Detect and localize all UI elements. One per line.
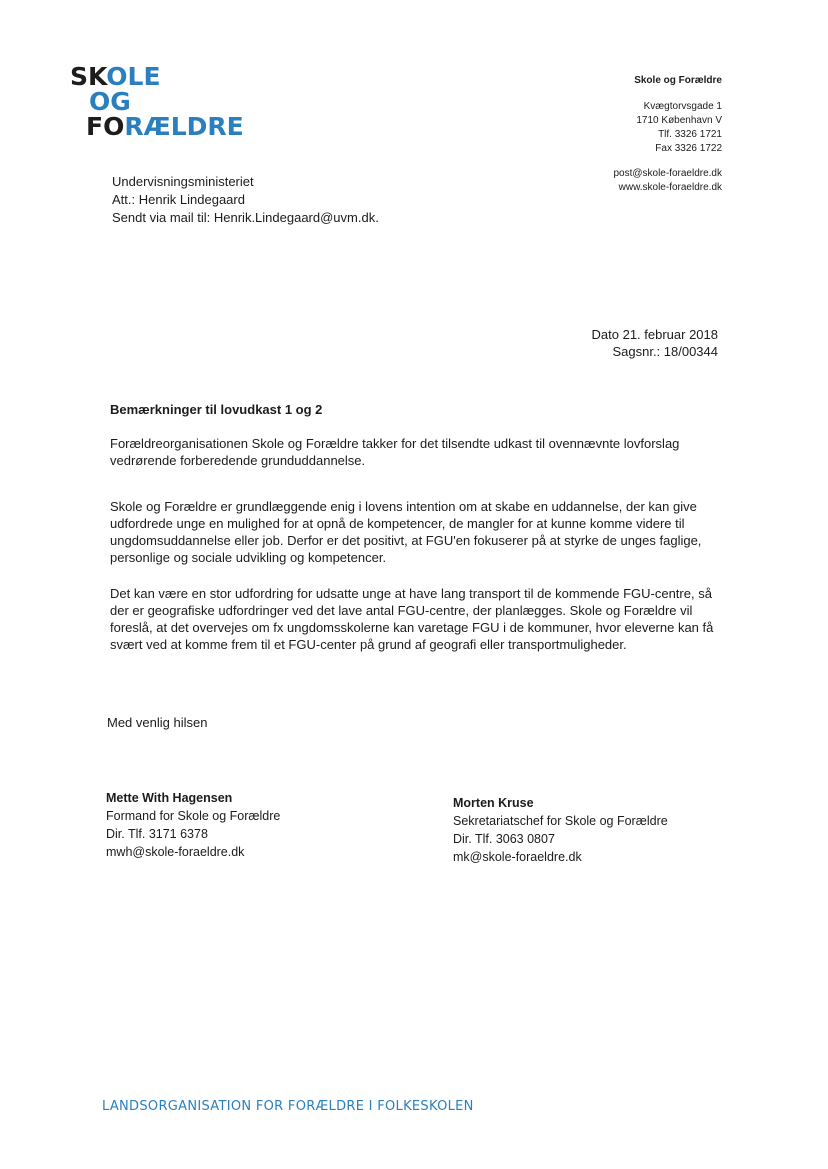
organization-logo: SKOLE OG FORÆLDRE [70, 62, 244, 141]
signatory-phone: Dir. Tlf. 3171 6378 [106, 827, 208, 841]
sender-street: Kvægtorvsgade 1 [643, 101, 722, 112]
signatory-name: Mette With Hagensen [106, 791, 233, 805]
case-number: Sagsnr.: 18/00344 [612, 344, 718, 359]
recipient-sent-via: Sendt via mail til: Henrik.Lindegaard@uvm.dk. [112, 210, 379, 225]
signatory-email: mwh@skole-foraeldre.dk [106, 845, 245, 859]
recipient-att: Att.: Henrik Lindegaard [112, 192, 245, 207]
sender-fax: Fax 3326 1722 [655, 143, 722, 154]
recipient-block [112, 173, 379, 227]
signatory-phone: Dir. Tlf. 3063 0807 [453, 832, 555, 846]
signature-block-2 [453, 794, 668, 866]
footer-tagline: LANDSORGANISATION FOR FORÆLDRE I FOLKESKOLEN [102, 1099, 474, 1114]
sender-name: Skole og Forældre [634, 75, 722, 86]
closing-greeting: Med venlig hilsen [107, 715, 208, 730]
letter-subject: Bemærkninger til lovudkast 1 og 2 [110, 402, 323, 417]
signatory-title: Sekretariatschef for Skole og Forældre [453, 814, 668, 828]
signatory-name: Morten Kruse [453, 796, 534, 810]
letter-date: Dato 21. februar 2018 [591, 327, 718, 342]
sender-contact [613, 167, 722, 195]
sender-website: www.skole-foraeldre.dk [618, 182, 722, 193]
sender-city: 1710 København V [636, 115, 722, 126]
signatory-email: mk@skole-foraeldre.dk [453, 850, 582, 864]
signatory-title: Formand for Skole og Forældre [106, 809, 281, 823]
recipient-org: Undervisningsministeriet [112, 174, 254, 189]
paragraph-3: Det kan være en stor udfordring for udsatte unge at have lang transport til de kommende FGU-centre, så der er geografiske udfordringer ved det lave antal FGU-centre, der planlægges. Skole og Forældre vil foreslå, at det overvejes om fx ungdomsskolerne kan varetage FGU i de kommuner, hvor eleverne kan få svært ved at komme frem til et FGU-center på grund af geografi eller transportmuligheder. [110, 586, 714, 652]
sender-address [636, 100, 722, 156]
signature-block-1 [106, 789, 280, 861]
paragraph-2: Skole og Forældre er grundlæggende enig i lovens intention om at skabe en uddannelse, der kan give udfordrede unge en mulighed for at opnå de kompetencer, de mangler for at kunne komme videre til ungdomsuddannelse eller job. Derfor er det positivt, at FGU'en fokuserer på at styrke de unges faglige, personlige og sociale udvikling og kompetencer. [110, 499, 702, 565]
sender-email: post@skole-foraeldre.dk [613, 168, 722, 179]
date-block [592, 326, 718, 360]
sender-phone: Tlf. 3326 1721 [658, 129, 722, 140]
paragraph-1: Forældreorganisationen Skole og Forældre takker for det tilsendte udkast til ovennævnte lovforslag vedrørende forberedende grunduddannelse. [110, 436, 680, 468]
